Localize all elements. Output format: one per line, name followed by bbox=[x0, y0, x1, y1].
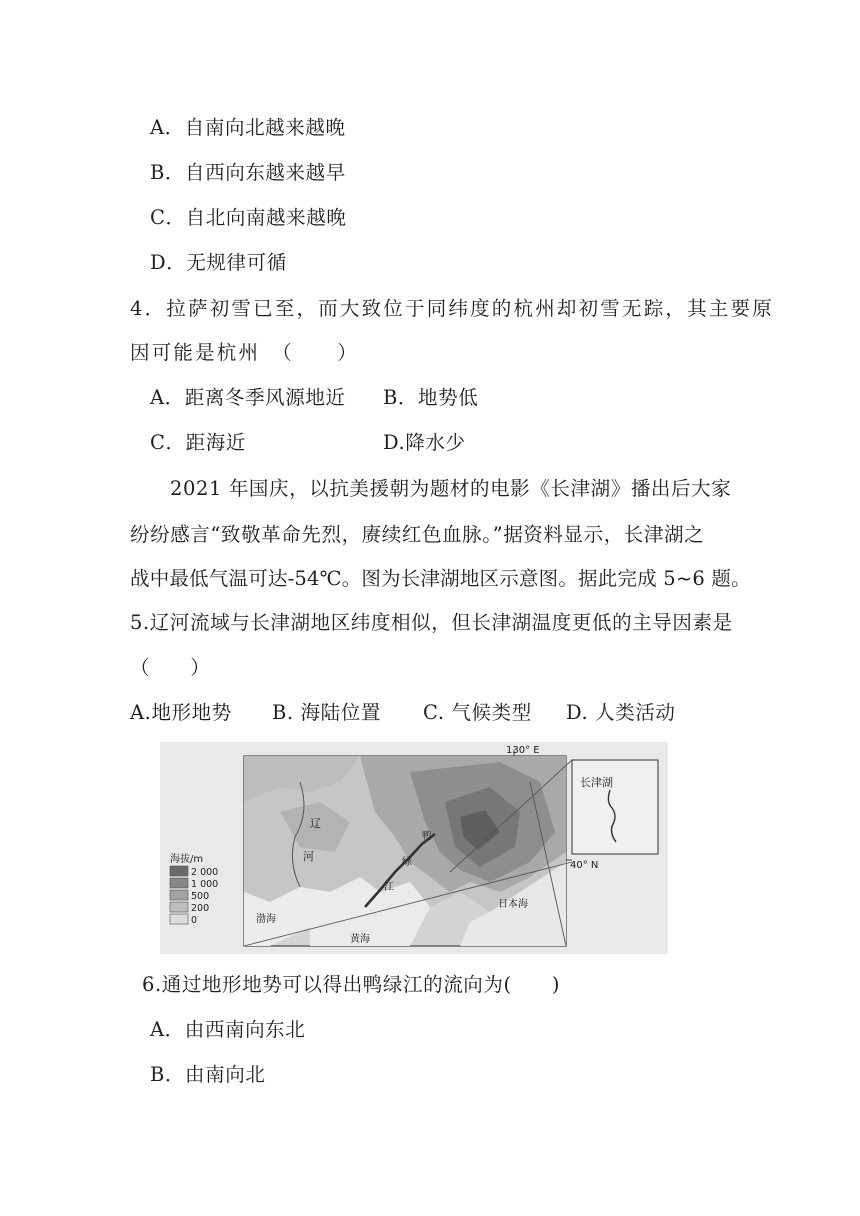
q3-option-d: D．无规律可循 bbox=[150, 251, 287, 274]
inset-label: 长津湖 bbox=[580, 776, 613, 789]
legend-level-label: 1 000 bbox=[191, 879, 219, 890]
q4-option-a: A．距离冬季风源地近 bbox=[150, 386, 346, 409]
q5-bracket: （ ） bbox=[130, 656, 211, 679]
label-he: 河 bbox=[303, 850, 314, 863]
q4-option-c: C．距海近 bbox=[150, 431, 246, 454]
label-japan-sea: 日本海 bbox=[498, 899, 528, 910]
q4-option-b: B．地势低 bbox=[383, 386, 479, 409]
legend-level-label: 0 bbox=[191, 915, 198, 926]
q4-stem-line1: 4．拉萨初雪已至，而大致位于同纬度的杭州却初雪无踪，其主要原 bbox=[130, 297, 774, 320]
label-yalu-1: 鸭 bbox=[422, 831, 432, 842]
q3-option-c: C．自北向南越来越晚 bbox=[150, 206, 347, 229]
q6-option-b: B．由南向北 bbox=[150, 1063, 266, 1086]
q6-stem: 6.通过地形地势可以得出鸭绿江的流向为( ) bbox=[142, 973, 561, 996]
q3-option-a: A．自南向北越来越晚 bbox=[150, 116, 346, 139]
q4-option-d: D.降水少 bbox=[383, 431, 466, 454]
lat-label: 40° N bbox=[570, 860, 599, 871]
legend-title: 海拔/m bbox=[170, 854, 204, 865]
q5-option-d: D. 人类活动 bbox=[566, 701, 676, 724]
q5-option-a: A.地形地势 bbox=[130, 701, 232, 724]
label-yalu-3: 江 bbox=[384, 882, 394, 893]
legend-swatch bbox=[170, 914, 188, 924]
changjin-lake-map bbox=[160, 742, 668, 954]
label-liao: 辽 bbox=[310, 817, 321, 830]
q4-stem-line2: 因可能是杭州 （ ） bbox=[130, 341, 359, 364]
legend-level-label: 2 000 bbox=[191, 867, 219, 878]
legend-swatch bbox=[170, 866, 188, 876]
passage-line3: 战中最低气温可达-54℃。图为长津湖地区示意图。据此完成 5~6 题。 bbox=[130, 567, 751, 590]
label-yalu-2: 绿 bbox=[402, 857, 412, 868]
q5-option-b: B. 海陆位置 bbox=[272, 701, 381, 724]
map-svg bbox=[160, 742, 668, 954]
q5-stem: 5.辽河流域与长津湖地区纬度相似，但长津湖温度更低的主导因素是 bbox=[130, 611, 733, 634]
label-huanghai: 黄海 bbox=[350, 934, 370, 945]
legend-swatch bbox=[170, 890, 188, 900]
legend-level-label: 500 bbox=[191, 891, 210, 902]
legend-swatch bbox=[170, 902, 188, 912]
lon-label: 130° E bbox=[506, 745, 540, 756]
passage-line1: 2021 年国庆，以抗美援朝为题材的电影《长津湖》播出后大家 bbox=[170, 477, 732, 500]
q6-option-a: A．由西南向东北 bbox=[150, 1018, 306, 1041]
q3-option-b: B．自西向东越来越早 bbox=[150, 161, 346, 184]
q5-option-c: C. 气候类型 bbox=[423, 701, 532, 724]
label-bohai: 渤海 bbox=[256, 914, 276, 925]
passage-line2: 纷纷感言“致敬革命先烈，赓续红色血脉。”据资料显示，长津湖之 bbox=[130, 523, 705, 546]
legend-level-label: 200 bbox=[191, 903, 210, 914]
legend-swatch bbox=[170, 878, 188, 888]
